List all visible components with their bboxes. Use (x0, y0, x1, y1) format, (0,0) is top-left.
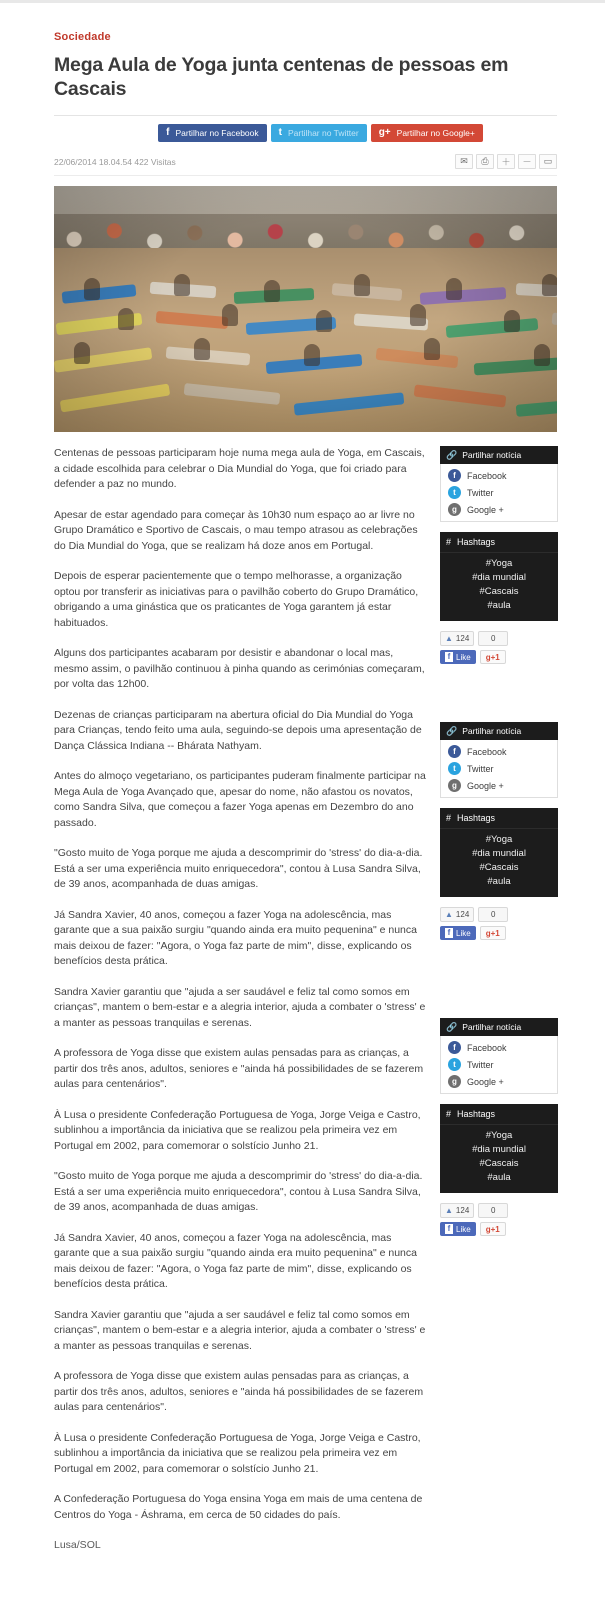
like-button-label: Like (456, 928, 471, 938)
sidebar (440, 446, 558, 1236)
share-row-twitter[interactable] (441, 484, 557, 501)
gplus-label: g+1 (485, 928, 500, 938)
hashtags-widget (440, 808, 558, 897)
counter-row (440, 631, 558, 646)
hashtag[interactable]: #Cascais (479, 586, 519, 597)
section-kicker[interactable]: Sociedade (54, 31, 111, 43)
paragraph: "Gosto muito de Yoga porque me ajuda a descomprimir do 'stress' do dia-a-dia. Está a ser uma experiência muito enriquecedora", contou à Lusa Sandra Silva, de 39 anos, acompanhada de duas amigas. (54, 1170, 423, 1213)
facebook-icon: f (448, 745, 461, 758)
paragraph: Já Sandra Xavier, 40 anos, começou a fazer Yoga na adolescência, mas garante que a sua paixão surgiu "quando ainda era muito pequenina" e nunca mais deixou de fazer: "Agora, o Yoga faz parte de mim", disse, explicando os benefícios desta prática. (54, 1231, 417, 1290)
hashtag[interactable]: #aula (487, 600, 511, 611)
twitter-icon: t (278, 127, 282, 138)
share-row-label: Facebook (467, 746, 507, 757)
hash-icon: # (446, 1109, 452, 1119)
hashtags-widget-header (440, 532, 558, 552)
social-mini-buttons (440, 650, 558, 664)
google-plus-icon: g+ (378, 127, 391, 138)
share-row-facebook[interactable] (441, 743, 557, 760)
share-twitter-button[interactable] (271, 124, 367, 142)
hashtags-widget-title: Hashtags (457, 537, 496, 547)
share-row-label: Google + (467, 504, 504, 515)
hero-vignette (54, 186, 557, 432)
hashtag[interactable]: #dia mundial (472, 572, 526, 583)
like-count: 124 (455, 634, 470, 643)
like-count: 124 (455, 1206, 470, 1215)
hashtag[interactable]: #Yoga (485, 558, 513, 569)
facebook-icon: f (445, 928, 453, 938)
like-counter[interactable] (440, 631, 474, 646)
facebook-icon: f (448, 469, 461, 482)
google-plus-icon: g (448, 779, 461, 792)
paragraph: Antes do almoço vegetariano, os participantes puderam finalmente participar na Mega Aula de Yoga Avançado que, apesar do nome, não afastou os novatos, como Sandra Silva, que começou a fazer Yoga apenas em Dezembro do ano passado. (54, 770, 426, 829)
share-row-label: Google + (467, 1076, 504, 1087)
google-plus-one-button[interactable] (480, 926, 506, 940)
twitter-icon: t (448, 486, 461, 499)
like-count: 124 (455, 910, 470, 919)
page-title: Mega Aula de Yoga junta centenas de pessoas em Cascais (54, 54, 509, 100)
article-text-column (54, 446, 426, 1569)
paragraph: A Confederação Portuguesa do Yoga ensina Yoga em mais de uma centena de Centros do Yoga - Áshrama, em cerca de 50 cidades do país. (54, 1493, 423, 1521)
google-plus-one-button[interactable] (480, 1222, 506, 1236)
comment-icon[interactable]: ▭ (539, 154, 557, 169)
share-facebook-button[interactable] (158, 124, 267, 142)
like-counter[interactable] (440, 907, 474, 922)
facebook-icon: f (445, 652, 453, 662)
share-widget (440, 722, 558, 798)
print-icon[interactable]: ⎙ (476, 154, 494, 169)
share-bar (54, 124, 557, 142)
hashtag[interactable]: #Cascais (479, 1158, 519, 1169)
share-count: 0 (491, 910, 496, 919)
hashtag[interactable]: #Yoga (485, 834, 513, 845)
like-counter[interactable] (440, 1203, 474, 1218)
thumb-up-icon: ▲ (445, 1206, 453, 1215)
zoom-out-icon[interactable]: － (518, 154, 536, 169)
share-widget-body (440, 464, 558, 522)
share-widget-title: Partilhar notícia (462, 726, 522, 736)
hashtags-widget-header (440, 1104, 558, 1124)
share-widget-title: Partilhar notícia (462, 450, 522, 460)
hash-icon: # (446, 813, 452, 823)
zoom-in-icon[interactable]: ＋ (497, 154, 515, 169)
share-row-facebook[interactable] (441, 467, 557, 484)
hashtag[interactable]: #Cascais (479, 862, 519, 873)
social-mini-buttons (440, 1222, 558, 1236)
twitter-icon: t (448, 1058, 461, 1071)
link-icon: 🔗 (446, 1021, 458, 1032)
paragraph: Centenas de pessoas participaram hoje numa mega aula de Yoga, em Cascais, a cidade escolhida para celebrar o Dia Mundial do Yoga, que foi criado para defender a paz no mundo. (54, 447, 425, 490)
paragraph: Apesar de estar agendado para começar às 10h30 num espaço ao ar livre no Grupo Dramático e Sportivo de Cascais, o mau tempo atrasou as celebrações do Dia Mundial do Yoga, que se realizam há doze anos em Portugal. (54, 508, 418, 552)
twitter-icon: t (448, 762, 461, 775)
gplus-label: g+1 (485, 652, 500, 662)
thumb-up-icon: ▲ (445, 910, 453, 919)
share-row-label: Google + (467, 780, 504, 791)
share-counter[interactable] (478, 907, 508, 922)
hashtags-widget (440, 532, 558, 621)
hashtags-widget-title: Hashtags (457, 1109, 496, 1119)
paragraph: À Lusa o presidente Confederação Portuguesa de Yoga, Jorge Veiga e Castro, sublinhou a importância da iniciativa que se realizou pela primeira vez em Portugal em 2002, para comemorar o solstício Junho 21. (54, 1108, 421, 1152)
share-widget-header (440, 722, 558, 740)
share-counter[interactable] (478, 631, 508, 646)
thumb-up-icon: ▲ (445, 634, 453, 643)
tool-icons (455, 154, 557, 169)
meta-row (54, 152, 557, 176)
like-button-label: Like (456, 1224, 471, 1234)
share-row-label: Twitter (467, 1059, 494, 1070)
share-row-label: Twitter (467, 763, 494, 774)
hashtags-widget-header (440, 808, 558, 828)
facebook-like-button[interactable] (440, 650, 476, 664)
like-button-label: Like (456, 652, 471, 662)
hashtags-widget-body (440, 552, 558, 621)
title-divider (54, 115, 557, 116)
share-widget (440, 1018, 558, 1094)
share-widget-title: Partilhar notícia (462, 1022, 522, 1032)
share-row-google[interactable] (441, 777, 557, 794)
hashtag[interactable]: #dia mundial (472, 848, 526, 859)
share-google-label: Partilhar no Google+ (396, 128, 475, 138)
footer-spacer (54, 1569, 557, 1609)
share-row-twitter[interactable] (441, 760, 557, 777)
paragraph: Já Sandra Xavier, 40 anos, começou a fazer Yoga na adolescência, mas garante que a sua paixão surgiu "quando ainda era muito pequenina" e nunca mais deixou de fazer: "Agora, o Yoga faz parte de mim", disse, explicando os benefícios desta prática. (54, 908, 417, 967)
hashtag[interactable]: #Yoga (485, 1130, 513, 1141)
share-row-label: Facebook (467, 1042, 507, 1053)
share-widget (440, 446, 558, 522)
share-count: 0 (491, 1206, 496, 1215)
facebook-like-button[interactable] (440, 1222, 476, 1236)
article-hero-image (54, 186, 557, 432)
share-widget-body (440, 1036, 558, 1094)
paragraph: Dezenas de crianças participaram na abertura oficial do Dia Mundial do Yoga para Crianças, tendo feito uma aula, seguindo-se depois uma apresentação de Dança Clássica Indiana -- Bhárata Nathyam. (54, 708, 422, 752)
social-mini-buttons (440, 926, 558, 940)
facebook-icon: f (166, 127, 170, 138)
share-facebook-label: Partilhar no Facebook (175, 128, 259, 138)
hashtag[interactable]: #aula (487, 1172, 511, 1183)
share-row-facebook[interactable] (441, 1039, 557, 1056)
google-plus-icon: g (448, 503, 461, 516)
paragraph: À Lusa o presidente Confederação Portuguesa de Yoga, Jorge Veiga e Castro, sublinhou a importância da iniciativa que se realizou pela primeira vez em Portugal em 2002, para comemorar o solstício Junho 21. (54, 1431, 421, 1475)
share-row-google[interactable] (441, 501, 557, 518)
share-widget-header (440, 446, 558, 464)
share-row-label: Twitter (467, 487, 494, 498)
article-source: Lusa/SOL (54, 1539, 101, 1551)
share-widget-header (440, 1018, 558, 1036)
counter-row (440, 1203, 558, 1218)
paragraph: A professora de Yoga disse que existem aulas pensadas para as crianças, a partir dos três anos, adultos, seniores e "ainda há possibilidades de se fazerem aulas para centenários". (54, 1370, 424, 1413)
hashtags-widget (440, 1104, 558, 1193)
hashtags-widget-body (440, 828, 558, 897)
link-icon: 🔗 (446, 449, 458, 460)
mail-icon[interactable]: ✉ (455, 154, 473, 169)
paragraph: Sandra Xavier garantiu que "ajuda a ser saudável e feliz tal como somos em crianças", mantem o bem-estar e a alegria interior, ajuda a combater o 'stress' e a manter as pessoas tranquilas e serenas. (54, 985, 426, 1029)
counter-row (440, 907, 558, 922)
share-counter[interactable] (478, 1203, 508, 1218)
paragraph: A professora de Yoga disse que existem aulas pensadas para as crianças, a partir dos três anos, adultos, seniores e "ainda há possibilidades de se fazerem aulas para centenários". (54, 1047, 424, 1090)
gplus-label: g+1 (485, 1224, 500, 1234)
hashtags-widget-title: Hashtags (457, 813, 496, 823)
paragraph: Depois de esperar pacientemente que o tempo melhorasse, a organização optou por transferir as iniciativas para o pavilhão coberto do Grupo Dramático, obrigando a uma ginástica que os praticantes de Yoga garantem já estar habituados. (54, 570, 419, 629)
facebook-icon: f (448, 1041, 461, 1054)
share-row-google[interactable] (441, 1073, 557, 1090)
article-content (0, 3, 605, 1619)
share-google-button[interactable] (371, 124, 483, 142)
paragraph: "Gosto muito de Yoga porque me ajuda a descomprimir do 'stress' do dia-a-dia. Está a ser uma experiência muito enriquecedora", contou à Lusa Sandra Silva, de 39 anos, acompanhada de duas amigas. (54, 847, 423, 890)
hash-icon: # (446, 537, 452, 547)
google-plus-icon: g (448, 1075, 461, 1088)
google-plus-one-button[interactable] (480, 650, 506, 664)
share-row-label: Facebook (467, 470, 507, 481)
article-body (54, 446, 557, 1569)
facebook-like-button[interactable] (440, 926, 476, 940)
facebook-icon: f (445, 1224, 453, 1234)
article-meta: 22/06/2014 18.04.54 422 Visitas (54, 156, 176, 167)
link-icon: 🔗 (446, 725, 458, 736)
hashtag[interactable]: #dia mundial (472, 1144, 526, 1155)
share-count: 0 (491, 634, 496, 643)
hashtag[interactable]: #aula (487, 876, 511, 887)
share-twitter-label: Partilhar no Twitter (287, 128, 359, 138)
share-widget-body (440, 740, 558, 798)
paragraph: Sandra Xavier garantiu que "ajuda a ser saudável e feliz tal como somos em crianças", mantem o bem-estar e a alegria interior, ajuda a combater o 'stress' e a manter as pessoas tranquilas e serenas. (54, 1308, 426, 1352)
hashtags-widget-body (440, 1124, 558, 1193)
share-row-twitter[interactable] (441, 1056, 557, 1073)
paragraph: Alguns dos participantes acabaram por desistir e abandonar o local mas, mesmo assim, o pavilhão continuou à pinha quando as cerimónias começaram, por volta das 12h00. (54, 647, 425, 690)
